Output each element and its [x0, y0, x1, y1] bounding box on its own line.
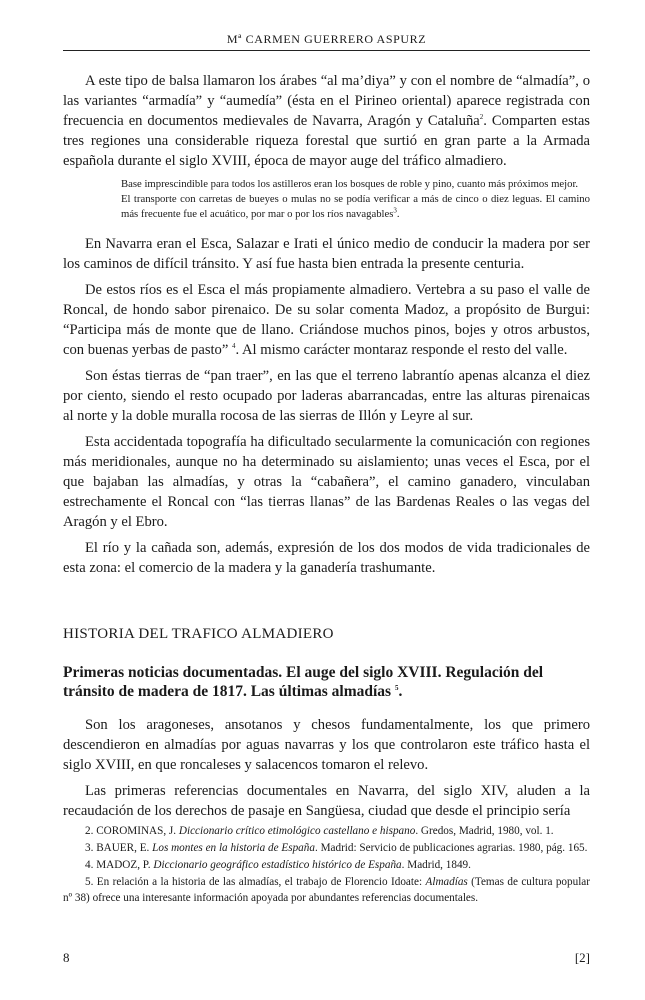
footnote-work-title: Almadías [425, 876, 468, 888]
footnote-ref[interactable]: 4 [232, 342, 236, 351]
block-quote [121, 177, 590, 222]
footnote-text: 4. MADOZ, P. [85, 859, 154, 871]
footnote-text: 5. En relación a la historia de las almadías, el trabajo de Florencio Idoate: [85, 876, 426, 888]
subsection-title-text: Primeras noticias documentadas. El auge del siglo XVIII. Regulación del tránsito de madera de 1817. Las últimas almadías [63, 664, 544, 700]
section-title: HISTORIA DEL TRAFICO ALMADIERO [63, 626, 334, 642]
page-body [63, 32, 590, 827]
paragraph-burgui [63, 280, 590, 360]
quote-line-2-text: El transporte con carretas de bueyes o mulas no se podía verificar a más de cinco o diez leguas. El camino más frecuente fue el acuático, por mar o por los ríos navagables [121, 193, 590, 220]
footnote-text: (Temas de cultura popular nº 38) ofrece una interesante información apoyada por abundantes referencias documentales. [63, 876, 591, 904]
subsection-title-after: . [398, 683, 403, 700]
paragraph-text: De estos ríos es el Esca el más propiamente almadiero. Vertebra a su paso el valle de Roncal, de hondo sabor pirenaico. De su solar comenta Madoz, a propósito de Burgui: “Participa más de monte que de llano. Criándose muchos pinos, bojes y otros arbustos, con buenas yerbas de pasto” [63, 282, 590, 358]
footnote-2 [63, 823, 590, 839]
intro-paragraph [63, 71, 590, 171]
quote-line-1: Base imprescindible para todos los astilleros eran los bosques de roble y pino, cuanto más próximos mejor. [121, 178, 579, 190]
intro-text-after: . Comparten estas tres regiones una considerable riqueza forestal que surtió en gran parte a la Armada española durante el siglo XVIII, época de mayor auge del tráfico almadiero. [63, 113, 590, 169]
quote-line-2 [121, 192, 590, 222]
quote-line-2-after: . [396, 208, 400, 220]
paragraph: El río y la cañada son, además, expresión de los dos modos de vida tradicionales de esta zona: el comercio de la madera y la ganadería trashumante. [63, 540, 590, 576]
footnote-ref[interactable]: 3 [393, 206, 397, 215]
footnote-4 [63, 857, 590, 873]
footnote-text: . Gredos, Madrid, 1980, vol. 1. [415, 825, 554, 837]
footnotes [63, 823, 590, 907]
footnote-text: . Madrid, 1849. [401, 859, 471, 871]
footnote-ref[interactable]: 5 [394, 683, 399, 692]
intro-text: A este tipo de balsa llamaron los árabes “al ma’diya” y con el nombre de “almadía”, o las variantes “armadía” y “aumedía” (ésta en el Pirineo oriental) aparece registrada con frecuencia en documentos medievales de Navarra, Aragón y Cataluña [63, 73, 590, 129]
paragraph: Son éstas tierras de “pan traer”, en las que el terreno labrantío apenas alcanza el diez por ciento, siendo el resto ocupado por laderas abarrancadas, entre las alturas pirenaicas al norte y la doble muralla rocosa de las sierras de Illón y Leyre al sur. [63, 368, 590, 424]
running-head: Mª CARMEN GUERRERO ASPURZ [63, 32, 590, 51]
paragraph: Esta accidentada topografía ha dificultado secularmente la comunicación con regiones más meridionales, aunque no ha determinado su aislamiento; unas veces el Esca, por el que bajaban las almadías, y otras la “cabañera”, el camino ganadero, vinculaban estrechamente el Roncal con “las tierras llanas” de las Bardenas Reales o las vegas del Aragón y el Ebro. [63, 434, 590, 530]
footnote-work-title: Diccionario geográfico estadístico histórico de España [153, 859, 402, 871]
paragraph: Las primeras referencias documentales en Navarra, del siglo XIV, aluden a la recaudación de los derechos de pasaje en Sangüesa, ciudad que desde el principio sería [63, 783, 590, 819]
footnote-work-title: Diccionario crítico etimológico castellano e hispano [178, 825, 416, 837]
subsection-title [63, 663, 590, 701]
footnote-work-title: Los montes en la historia de España [152, 842, 315, 854]
paragraph: Son los aragoneses, ansotanos y chesos fundamentalmente, los que primero descendieron en almadías por aguas navarras y los que controlaron este tráfico hasta el siglo XVIII, en que roncaleses y salacencos tomaron el relevo. [63, 717, 590, 773]
footnote-3 [63, 840, 590, 856]
footnote-text: 3. BAUER, E. [85, 842, 153, 854]
footnote-5 [63, 874, 590, 906]
page-number: 8 [63, 950, 70, 965]
footnote-text: 2. COROMINAS, J. [85, 825, 179, 837]
paragraph-text-after: . Al mismo carácter montaraz responde el resto del valle. [235, 342, 568, 358]
page-marker: [2] [574, 950, 590, 965]
footnote-ref[interactable]: 2 [479, 113, 484, 122]
footnote-text: . Madrid: Servicio de publicaciones agrarias. 1980, pág. 165. [314, 842, 588, 854]
paragraph: En Navarra eran el Esca, Salazar e Irati el único medio de conducir la madera por ser los caminos de difícil tránsito. Y así fue hasta bien entrada la presente centuria. [63, 236, 590, 272]
